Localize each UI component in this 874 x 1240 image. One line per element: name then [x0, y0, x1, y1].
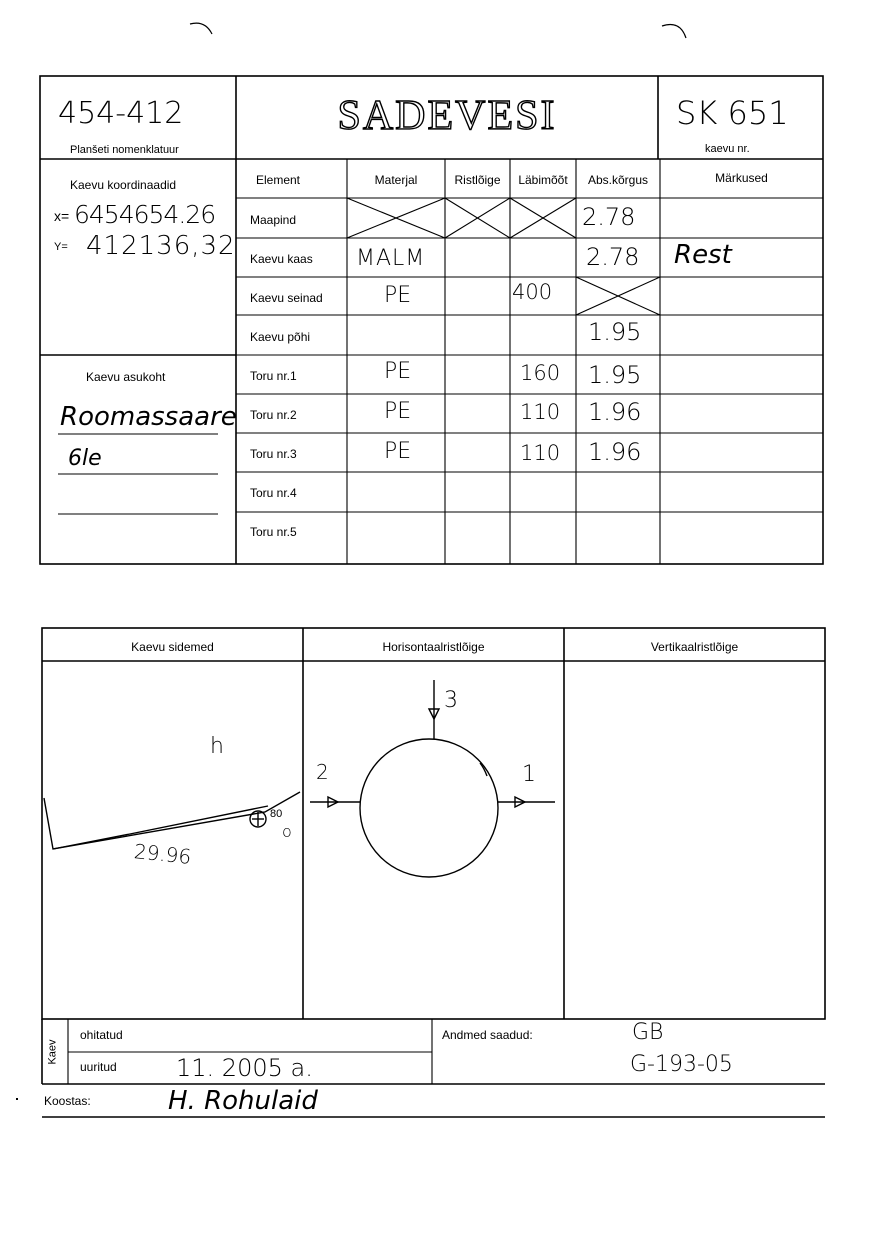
page-title: SADEVESI: [337, 93, 557, 139]
header-abs-height: Abs.kõrgus: [587, 173, 649, 187]
row-element-label: Toru nr.5: [250, 525, 297, 539]
header-notes: Märkused: [715, 171, 768, 185]
row-abs-height: 2.78: [582, 203, 636, 231]
distance-label: 29.96: [132, 839, 193, 869]
bottom-form-grid: [0, 600, 874, 1130]
header-cross-section: Ristlõige: [454, 173, 501, 187]
horizontal-section-label: Horisontaalristlõige: [382, 640, 485, 654]
row-abs-height: 1.95: [588, 361, 642, 389]
data-given-value1: GB: [632, 1020, 664, 1045]
margin-dot: [16, 1098, 18, 1100]
compiler-label: Koostas:: [44, 1094, 91, 1108]
pipe-2-label: 2: [316, 760, 329, 784]
row-material: MALM: [356, 246, 426, 271]
row-abs-height: 1.95: [588, 318, 642, 346]
compiler-value: H. Rohulaid: [168, 1086, 318, 1116]
row-diameter: 110: [520, 400, 561, 424]
well-number-label: kaevu nr.: [705, 143, 750, 155]
pipe-3-label: 3: [444, 688, 458, 713]
sketch-label-8: 80: [270, 808, 283, 820]
row-element-label: Kaevu põhi: [250, 330, 311, 344]
data-given-label: Andmed saadud:: [442, 1028, 533, 1042]
x-value: 6454654.26: [74, 200, 216, 229]
coordinates-label: Kaevu koordinaadid: [70, 178, 177, 192]
checked-label: ohitatud: [80, 1028, 123, 1042]
nomenclature-label: Planšeti nomenklatuur: [70, 144, 179, 156]
nomenclature-value: 454-412: [58, 96, 184, 131]
row-element-label: Toru nr.2: [250, 408, 297, 422]
data-given-value2: G-193-05: [630, 1052, 733, 1077]
top-form-grid: [0, 0, 874, 580]
x-prefix: x=: [54, 208, 70, 224]
row-material: PE: [384, 439, 412, 464]
y-value: 412136,32: [86, 231, 236, 261]
row-notes: Rest: [674, 240, 732, 270]
mark-h: h: [210, 734, 224, 759]
location-line1: Roomassaare: [60, 402, 237, 432]
row-abs-height: 2.78: [586, 243, 640, 271]
row-material: PE: [384, 399, 412, 424]
header-element: Element: [255, 173, 301, 187]
row-element-label: Toru nr.1: [250, 369, 297, 383]
row-diameter: 160: [520, 361, 561, 385]
row-material: PE: [384, 283, 412, 308]
side-label: Kaev: [46, 1039, 59, 1065]
location-line2: 6le: [68, 446, 102, 471]
row-abs-height: 1.96: [588, 398, 642, 426]
location-label: Kaevu asukoht: [86, 370, 166, 384]
row-diameter: 110: [520, 441, 561, 465]
connections-label: Kaevu sidemed: [131, 640, 214, 654]
mark-o: o: [282, 822, 292, 841]
surveyed-label: uuritud: [80, 1060, 117, 1074]
pipe-1-label: 1: [522, 762, 536, 787]
header-diameter: Läbimõõt: [518, 173, 568, 187]
header-material: Materjal: [374, 173, 418, 187]
y-prefix: Y=: [54, 241, 68, 253]
row-element-label: Kaevu seinad: [250, 291, 323, 305]
row-element-label: Kaevu kaas: [250, 252, 313, 266]
row-element-label: Toru nr.4: [250, 486, 297, 500]
row-element-label: Maapind: [250, 213, 297, 227]
row-diameter: 400: [512, 280, 553, 304]
vertical-section-label: Vertikaalristlõige: [650, 640, 739, 654]
row-abs-height: 1.96: [588, 438, 642, 466]
well-number-value: SK 651: [676, 94, 789, 132]
row-element-label: Toru nr.3: [250, 447, 297, 461]
surveyed-value: 11. 2005 a.: [176, 1054, 313, 1082]
row-material: PE: [384, 359, 412, 384]
